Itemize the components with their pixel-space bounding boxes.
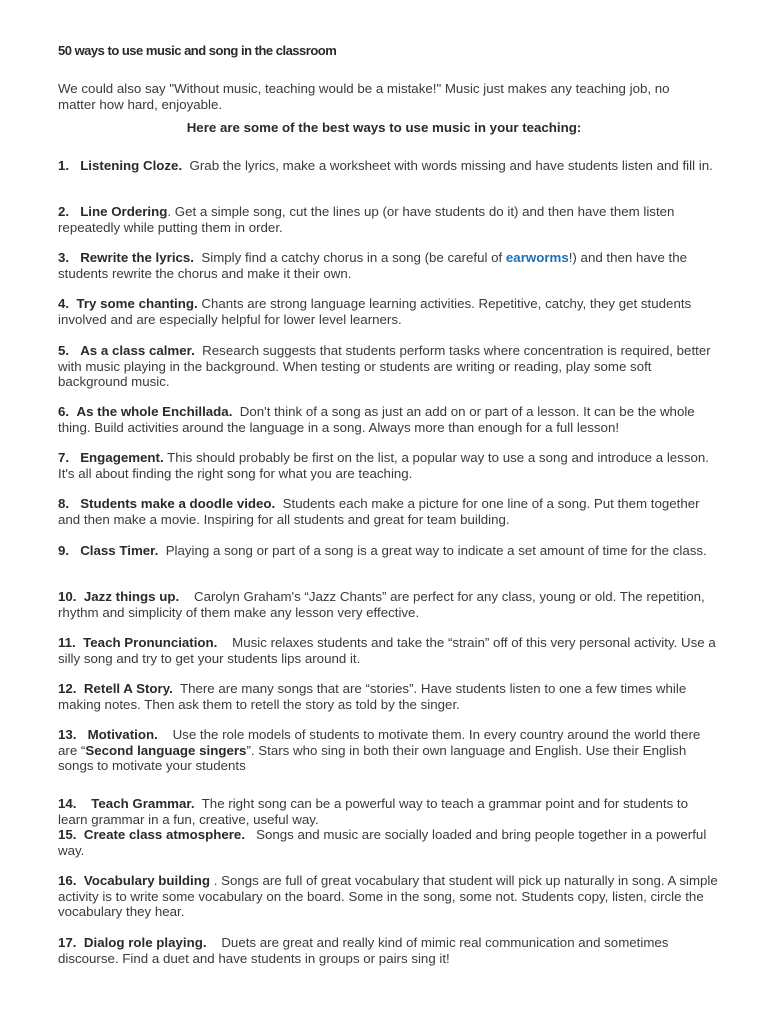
item-number: 17. bbox=[58, 935, 77, 950]
item-text: Playing a song or part of a song is a great way to indicate a set amount of time for the class. bbox=[165, 543, 707, 558]
item-heading: As a class calmer. bbox=[80, 343, 195, 358]
item-heading: Listening Cloze. bbox=[80, 158, 183, 173]
item-text: !) and then have the students rewrite the chorus and make it their own. bbox=[58, 250, 688, 281]
item-text: Songs and music are socially loaded and bring people together in a powerful way. bbox=[58, 827, 707, 858]
item-text: The right song can be a powerful way to teach a grammar point and for students to learn grammar in a fun, creative, useful way. bbox=[58, 796, 689, 827]
item-number: 11. bbox=[58, 635, 76, 650]
list-item bbox=[58, 250, 718, 281]
list-item bbox=[58, 796, 718, 827]
list-item bbox=[58, 496, 718, 527]
item-number: 6. bbox=[58, 404, 70, 419]
list-item bbox=[58, 450, 718, 481]
item-heading: Engagement. bbox=[80, 450, 164, 465]
item-text: . Get a simple song, cut the lines up (or have students do it) and then have them listen repeatedly while putting them in order. bbox=[58, 204, 675, 235]
item-text: Carolyn Graham's “Jazz Chants” are perfect for any class, young or old. The repetition, rhythm and simplicity of them make any lesson very effective. bbox=[58, 589, 705, 620]
item-text: There are many songs that are “stories”. Have students listen to one a few times while making notes. Then ask them to retell the story as told by the singer. bbox=[58, 681, 687, 712]
item-number: 8. bbox=[58, 496, 70, 511]
list-item bbox=[58, 404, 718, 435]
item-number: 15. bbox=[58, 827, 77, 842]
list-item bbox=[58, 827, 718, 858]
item-number: 12. bbox=[58, 681, 77, 696]
item-text: Simply find a catchy chorus in a song (be careful of bbox=[201, 250, 506, 265]
item-text: Duets are great and really kind of mimic real communication and sometimes discourse. Find a duet and have students in groups or pairs sing it! bbox=[58, 935, 669, 966]
list-item bbox=[58, 543, 718, 559]
item-number: 3. bbox=[58, 250, 70, 265]
list-item bbox=[58, 873, 718, 920]
item-text: Use the role models of students to motivate them. In every country around the world there are “ bbox=[58, 727, 701, 758]
item-heading: Try some chanting. bbox=[76, 296, 198, 311]
list-item bbox=[58, 635, 718, 666]
item-text: Chants are strong language learning activities. Repetitive, catchy, they get students involved and are especially helpful for lower level learners. bbox=[58, 296, 692, 327]
list-item bbox=[58, 158, 718, 174]
item-text: Music relaxes students and take the “strain” off of this very personal activity. Use a silly song and try to get your students lips around it. bbox=[58, 635, 716, 666]
item-heading: Vocabulary building bbox=[83, 873, 210, 888]
item-number: 10. bbox=[58, 589, 77, 604]
item-text: . Songs are full of great vocabulary that student will pick up naturally in song. A simple activity is to write some vocabulary on the board. Some in the song, some not. Students copy, listen, circle the vocabulary they hear. bbox=[58, 873, 718, 919]
item-heading: Jazz things up. bbox=[83, 589, 180, 604]
item-text: Grab the lyrics, make a worksheet with words missing and have students listen and fill in. bbox=[189, 158, 713, 173]
item-number: 5. bbox=[58, 343, 70, 358]
item-number: 1. bbox=[58, 158, 70, 173]
intro-paragraph: We could also say "Without music, teaching would be a mistake!" Music just makes any teaching job, no matter how hard, enjoyable. bbox=[58, 81, 670, 112]
item-heading: Create class atmosphere. bbox=[83, 827, 246, 842]
item-text: Don't think of a song as just an add on or part of a lesson. It can be the whole thing. Build activities around the language in a song. Always more than enough for a full lesson! bbox=[58, 404, 695, 435]
item-heading: Retell A Story. bbox=[83, 681, 173, 696]
item-number: 13. bbox=[58, 727, 77, 742]
item-heading: Teach Pronunciation. bbox=[83, 635, 218, 650]
section-subheading: Here are some of the best ways to use music in your teaching: bbox=[186, 120, 582, 135]
list-item bbox=[58, 204, 718, 235]
list-item bbox=[58, 727, 718, 774]
item-number: 7. bbox=[58, 450, 70, 465]
item-number: 4. bbox=[58, 296, 70, 311]
list-item bbox=[58, 589, 718, 620]
list-item bbox=[58, 343, 718, 390]
list-item bbox=[58, 935, 718, 966]
list-item bbox=[58, 681, 718, 712]
item-heading: Dialog role playing. bbox=[83, 935, 207, 950]
page-title: 50 ways to use music and song in the classroom bbox=[58, 43, 337, 58]
item-text: This should probably be first on the list, a popular way to use a song and introduce a lesson. It's all about finding the right song for what you are teaching. bbox=[58, 450, 709, 481]
item-heading: Line Ordering bbox=[80, 204, 168, 219]
item-number: 2. bbox=[58, 204, 70, 219]
earworms-link[interactable]: earworms bbox=[505, 250, 569, 265]
item-heading: Motivation. bbox=[87, 727, 158, 742]
item-text: Students each make a picture for one line of a song. Put them together and then make a movie. Inspiring for all students and great for team building. bbox=[58, 496, 700, 527]
item-number: 9. bbox=[58, 543, 70, 558]
item-number: 16. bbox=[58, 873, 77, 888]
item-text: ”. Stars who sing in both their own language and English. Use their English songs to motivate your students bbox=[58, 742, 687, 773]
item-heading: Teach Grammar. bbox=[91, 796, 195, 811]
item-number: 14. bbox=[58, 796, 77, 811]
item-heading: As the whole Enchillada. bbox=[76, 404, 233, 419]
item-heading: Students make a doodle video. bbox=[80, 496, 276, 511]
item-bold-phrase: Second language singers bbox=[85, 742, 247, 758]
item-text: Research suggests that students perform tasks where concentration is required, better with music playing in the background. When testing or students are writing or reading, play some soft background music. bbox=[58, 343, 711, 389]
item-heading: Rewrite the lyrics. bbox=[80, 250, 194, 265]
list-item bbox=[58, 296, 718, 327]
item-heading: Class Timer. bbox=[80, 543, 159, 558]
